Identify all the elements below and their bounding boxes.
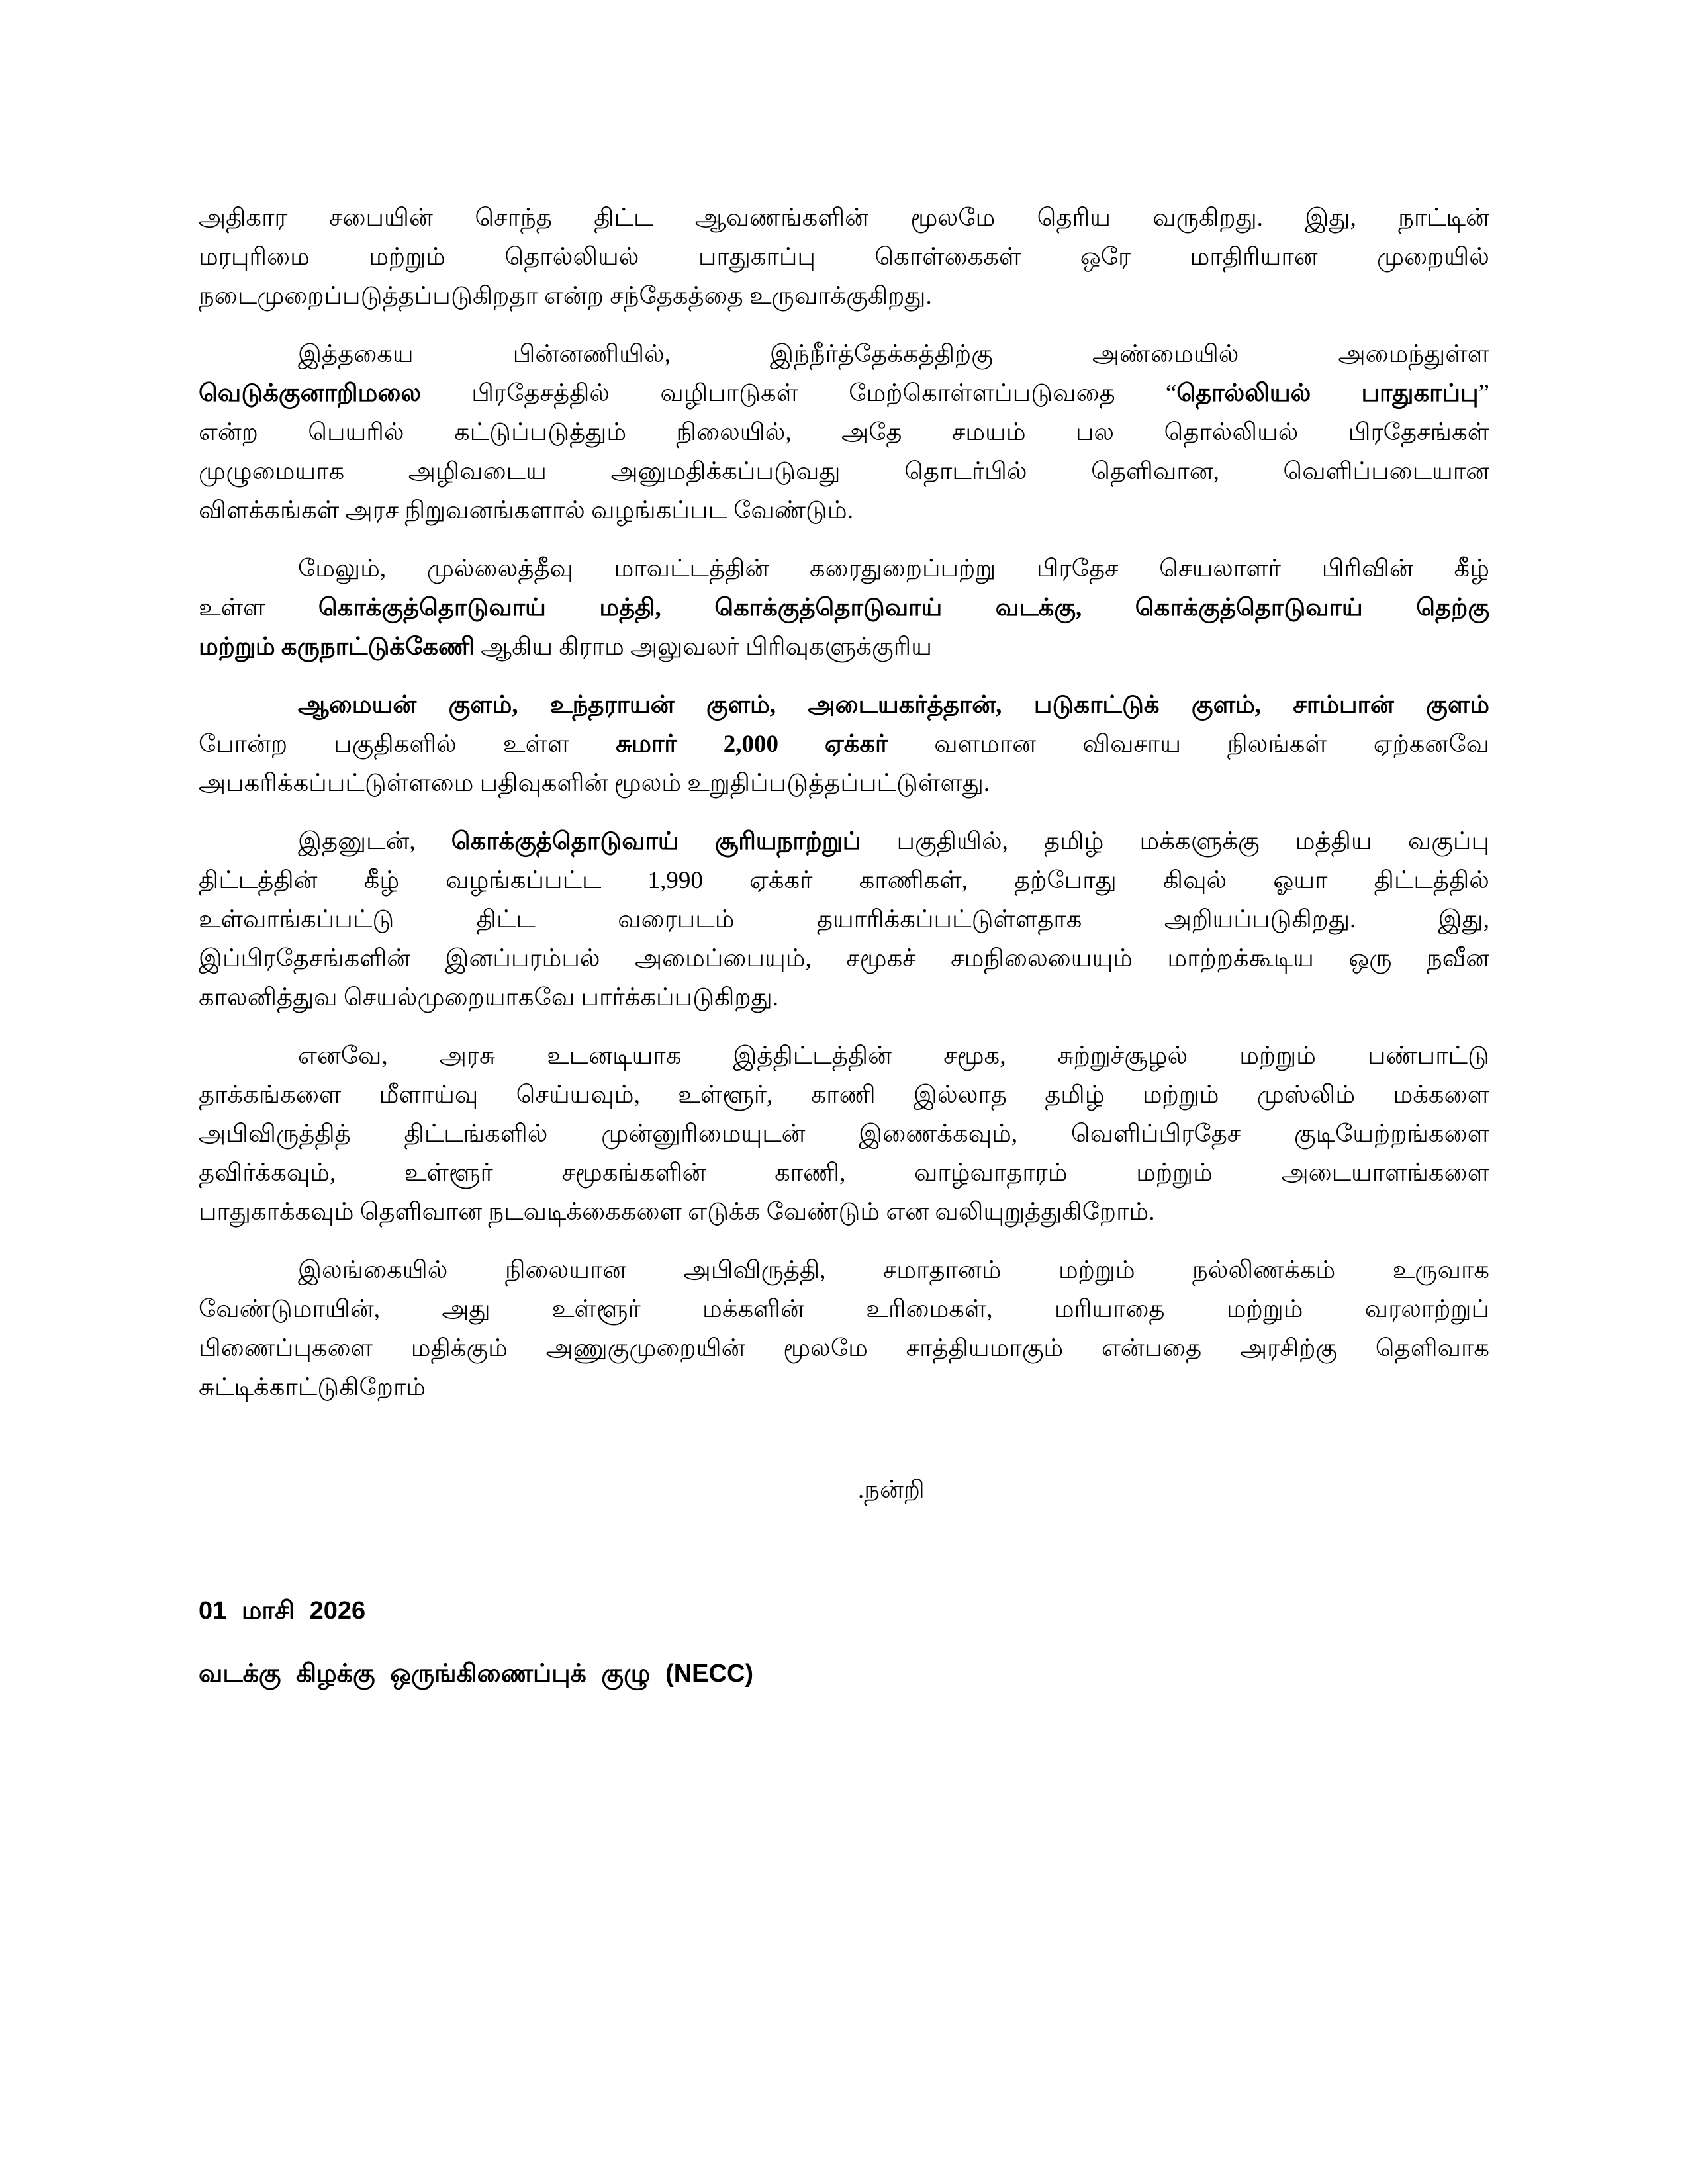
text-line	[199, 1290, 1489, 1329]
text-segment: முழுமையாக அழிவடைய அனுமதிக்கப்படுவது தொடர்பில் தெளிவான, வெளிப்படையான	[199, 458, 1489, 485]
text-segment: அபிவிருத்தித் திட்டங்களில் முன்னுரிமையுடன் இணைக்கவும், வெளிப்பிரதேச குடியேற்றங்களை	[199, 1120, 1489, 1148]
text-segment: தாக்கங்களை மீளாய்வு செய்யவும், உள்ளூர், காணி இல்லாத தமிழ் மற்றும் முஸ்லிம் மக்களை	[199, 1081, 1489, 1109]
text-line	[199, 1115, 1489, 1154]
paragraph	[199, 686, 1489, 803]
text-line	[199, 861, 1489, 900]
text-line	[199, 978, 1489, 1017]
text-line	[199, 374, 1489, 413]
text-segment: நடைமுறைப்படுத்தப்படுகிறதா என்ற சந்தேகத்தை உருவாக்குகிறது.	[199, 283, 932, 310]
text-segment: உள்ள	[199, 594, 318, 621]
text-line	[199, 1154, 1489, 1193]
text-line	[199, 822, 1489, 861]
text-segment: வளமான விவசாய நிலங்கள் ஏற்கனவே	[888, 731, 1489, 758]
paragraph	[199, 1251, 1489, 1407]
text-segment: அபகரிக்கப்பட்டுள்ளமை பதிவுகளின் மூலம் உறுதிப்படுத்தப்பட்டுள்ளது.	[199, 770, 990, 797]
bold-text: ஆமையன் குளம், உந்தராயன் குளம், அடையகர்த்தான், படுகாட்டுக் குளம், சாம்பான் குளம்	[298, 692, 1489, 719]
text-segment: காலனித்துவ செயல்முறையாகவே பார்க்கப்படுகிறது.	[199, 984, 778, 1011]
text-segment: எனவே, அரசு உடனடியாக இத்திட்டத்தின் சமூக, சுற்றுச்சூழல் மற்றும் பண்பாட்டு	[298, 1042, 1489, 1069]
bold-text: தொல்லியல் பாதுகாப்பு	[1176, 380, 1479, 407]
text-segment: ”	[1478, 380, 1489, 407]
text-segment: போன்ற பகுதிகளில் உள்ள	[199, 731, 616, 758]
text-line	[199, 686, 1489, 725]
text-line	[199, 238, 1489, 277]
text-line	[199, 1193, 1489, 1232]
closing-thanks: .நன்றி	[858, 1477, 925, 1504]
text-line	[199, 764, 1489, 803]
text-segment: வேண்டுமாயின், அது உள்ளூர் மக்களின் உரிமைகள், மரியாதை மற்றும் வரலாற்றுப்	[199, 1296, 1489, 1323]
text-line	[199, 277, 1489, 316]
text-segment: இத்தகைய பின்னணியில், இந்நீர்த்தேக்கத்திற்கு அண்மையில் அமைந்துள்ள	[298, 341, 1489, 368]
text-segment: இதனுடன்,	[298, 828, 451, 855]
text-segment: இப்பிரதேசங்களின் இனப்பரம்பல் அமைப்பையும், சமூகச் சமநிலையையும் மாற்றக்கூடிய ஒரு நவீன	[199, 945, 1489, 972]
paragraph	[199, 335, 1489, 530]
text-line	[199, 452, 1489, 491]
text-line	[199, 491, 1489, 530]
text-line	[199, 939, 1489, 978]
document-date: 01 மாசி 2026	[199, 1597, 366, 1625]
text-segment: பாதுகாக்கவும் தெளிவான நடவடிக்கைகளை எடுக்க வேண்டும் என வலியுறுத்துகிறோம்.	[199, 1199, 1155, 1226]
bold-text: கொக்குத்தொடுவாய் சூரியநாற்றுப்	[451, 828, 861, 855]
text-segment: பகுதியில், தமிழ் மக்களுக்கு மத்திய வகுப்பு	[861, 828, 1489, 855]
text-segment: பிரதேசத்தில் வழிபாடுகள் மேற்கொள்ளப்படுவதை “	[421, 380, 1177, 407]
text-segment: திட்டத்தின் கீழ் வழங்கப்பட்ட 1,990 ஏக்கர் காணிகள், தற்போது கிவுல் ஓயா திட்டத்தில்	[199, 867, 1489, 894]
document-body	[199, 199, 1489, 1426]
text-segment: அதிகார சபையின் சொந்த திட்ட ஆவணங்களின் மூலமே தெரிய வருகிறது. இது, நாட்டின்	[199, 205, 1489, 232]
bold-text: கொக்குத்தொடுவாய் மத்தி, கொக்குத்தொடுவாய் வடக்கு, கொக்குத்தொடுவாய் தெற்கு	[318, 594, 1489, 621]
text-segment: ஆகிய கிராம அலுவலர் பிரிவுகளுக்குரிய	[475, 633, 932, 660]
text-segment: சுட்டிக்காட்டுகிறோம்	[199, 1374, 426, 1401]
text-segment: மரபுரிமை மற்றும் தொல்லியல் பாதுகாப்பு கொள்கைகள் ஒரே மாதிரியான முறையில்	[199, 244, 1489, 271]
text-segment: பிணைப்புகளை மதிக்கும் அணுகுமுறையின் மூலமே சாத்தியமாகும் என்பதை அரசிற்கு தெளிவாக	[199, 1335, 1489, 1362]
text-line	[199, 549, 1489, 588]
bold-text: மற்றும் கருநாட்டுக்கேணி	[199, 633, 475, 660]
text-line	[199, 199, 1489, 238]
text-segment: என்ற பெயரில் கட்டுப்படுத்தும் நிலையில், அதே சமயம் பல தொல்லியல் பிரதேசங்கள்	[199, 419, 1489, 446]
text-segment: மேலும், முல்லைத்தீவு மாவட்டத்தின் கரைதுறைப்பற்று பிரதேச செயலாளர் பிரிவின் கீழ்	[298, 555, 1489, 582]
paragraph	[199, 199, 1489, 316]
text-line	[199, 725, 1489, 764]
text-line	[199, 1251, 1489, 1290]
text-line	[199, 1075, 1489, 1115]
paragraph	[199, 549, 1489, 666]
text-line	[199, 627, 1489, 666]
paragraph	[199, 1036, 1489, 1232]
text-segment: உள்வாங்கப்பட்டு திட்ட வரைபடம் தயாரிக்கப்பட்டுள்ளதாக அறியப்படுகிறது. இது,	[199, 906, 1489, 933]
text-segment: விளக்கங்கள் அரச நிறுவனங்களால் வழங்கப்பட வேண்டும்.	[199, 497, 853, 524]
text-segment: தவிர்க்கவும், உள்ளூர் சமூகங்களின் காணி, வாழ்வாதாரம் மற்றும் அடையாளங்களை	[199, 1160, 1489, 1187]
text-line	[199, 588, 1489, 627]
signatory-organization: வடக்கு கிழக்கு ஒருங்கிணைப்புக் குழு (NECC)	[199, 1660, 754, 1688]
text-line	[199, 335, 1489, 374]
bold-text: சுமார் 2,000 ஏக்கர்	[616, 731, 888, 758]
text-line	[199, 413, 1489, 452]
text-line	[199, 900, 1489, 939]
text-line	[199, 1368, 1489, 1407]
text-line	[199, 1329, 1489, 1368]
bold-text: வெடுக்குனாறிமலை	[199, 380, 422, 407]
paragraph	[199, 822, 1489, 1017]
text-line	[199, 1036, 1489, 1075]
text-segment: இலங்கையில் நிலையான அபிவிருத்தி, சமாதானம் மற்றும் நல்லிணக்கம் உருவாக	[298, 1257, 1489, 1284]
